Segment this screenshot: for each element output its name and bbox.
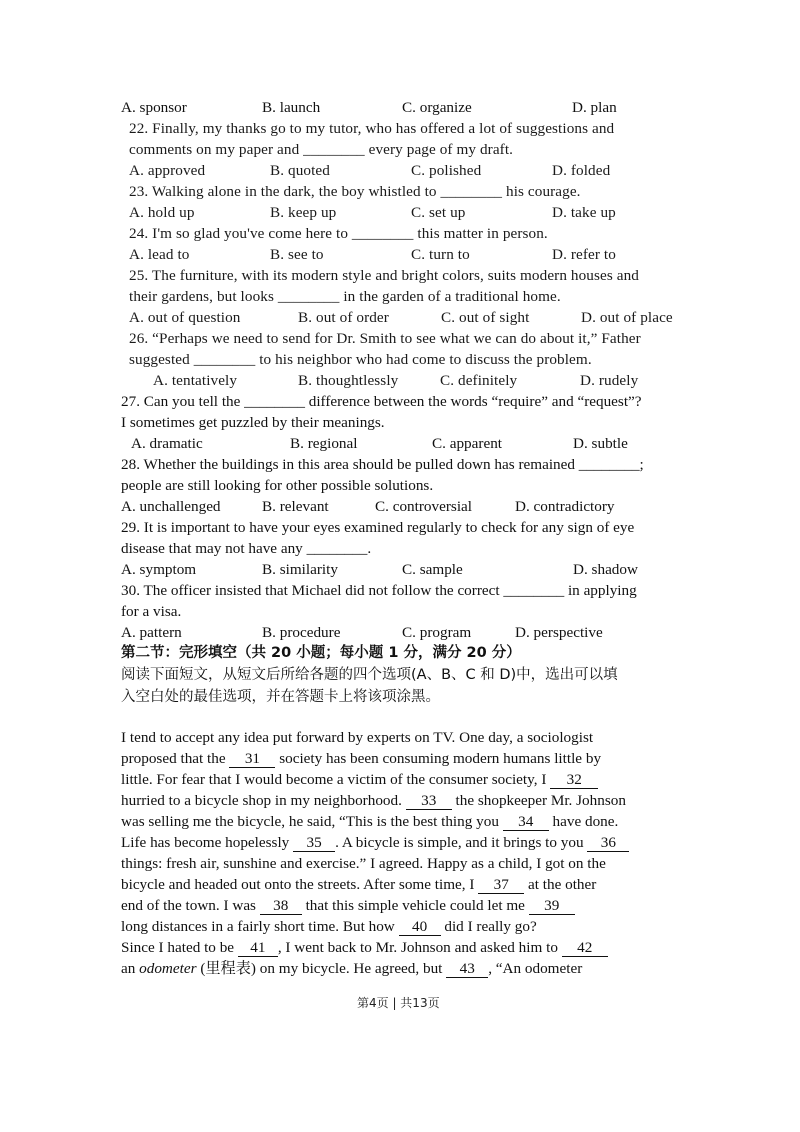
option-d: D. take up <box>552 204 616 221</box>
option-c: C. program <box>402 624 472 641</box>
page-number-footer: 第4页 | 共13页 <box>357 996 440 1010</box>
stem-text: 24. I'm so glad you've come here to <box>129 225 349 242</box>
option-c: C. turn to <box>411 246 470 263</box>
option-b: B. launch <box>262 99 321 116</box>
question-stem <box>129 223 548 244</box>
cloze-blank-38: 38 <box>260 897 302 915</box>
passage-line <box>121 874 596 895</box>
passage-line <box>121 769 598 790</box>
option-d: D. rudely <box>580 372 639 389</box>
stem-text: . <box>367 540 372 557</box>
option-a: A. out of question <box>129 309 241 326</box>
answer-blank: ________ <box>306 540 368 557</box>
option-a: A. lead to <box>129 246 190 263</box>
question-stem: 25. The furniture, with its modern style and bright colors, suits modern houses and <box>129 267 639 284</box>
cloze-blank-36: 36 <box>587 834 629 852</box>
question-stem-line2 <box>129 286 561 307</box>
passage-text: Life has become hopelessly <box>121 834 290 851</box>
question-stem <box>121 454 644 475</box>
cloze-blank-43: 43 <box>446 960 488 978</box>
option-c: C. set up <box>411 204 466 221</box>
passage-line <box>121 958 582 979</box>
section-title: 第二节：完形填空（共 20 小题；每小题 1 分，满分 20 分） <box>121 645 521 661</box>
option-b: B. regional <box>290 435 358 452</box>
option-c: C. sample <box>402 561 463 578</box>
passage-text: that this simple vehicle could let me <box>305 897 525 914</box>
option-a: A. dramatic <box>131 435 203 452</box>
cloze-blank-35: 35 <box>293 834 335 852</box>
passage-text: proposed that the <box>121 750 226 767</box>
option-b: B. out of order <box>298 309 389 326</box>
option-b: B. thoughtlessly <box>298 372 399 389</box>
question-stem: 22. Finally, my thanks go to my tutor, who has offered a lot of suggestions and <box>129 120 615 137</box>
option-c: C. out of sight <box>441 309 530 326</box>
passage-text: (里程表) on my bicycle. He agreed, but <box>200 960 443 977</box>
passage-text: . A bicycle is simple, and it brings to you <box>335 834 584 851</box>
option-c: C. polished <box>411 162 482 179</box>
passage-line <box>121 937 608 958</box>
question-stem-line2 <box>121 538 371 559</box>
option-a: A. hold up <box>129 204 195 221</box>
stem-text: every page of my draft. <box>368 141 514 158</box>
stem-text: to his neighbor who had come to discuss the problem. <box>259 351 592 368</box>
answer-blank: ________ <box>440 183 503 200</box>
passage-line <box>121 916 537 937</box>
passage-line <box>121 748 601 769</box>
stem-text: suggested <box>129 351 190 368</box>
answer-blank: ________ <box>503 582 565 599</box>
passage-text: an <box>121 960 136 977</box>
passage-text: end of the town. I was <box>121 897 256 914</box>
option-d: D. folded <box>552 162 611 179</box>
section-instructions: 阅读下面短文，从短文后所给各题的四个选项(A、B、C 和 D)中，选出可以填 <box>121 667 618 683</box>
stem-text: 30. The officer insisted that Michael did not follow the correct <box>121 582 500 599</box>
cloze-blank-42: 42 <box>562 939 608 957</box>
option-a: A. unchallenged <box>121 498 221 515</box>
passage-text: society has been consuming modern humans little by <box>279 750 602 767</box>
question-stem: 26. “Perhaps we need to send for Dr. Smith to see what we can do about it,” Father <box>129 330 641 347</box>
passage-italic-term: odometer <box>139 960 197 977</box>
stem-text: 27. Can you tell the <box>121 393 241 410</box>
cloze-blank-37: 37 <box>478 876 524 894</box>
passage-line <box>121 811 618 832</box>
option-a: A. tentatively <box>153 372 238 389</box>
passage-line <box>121 832 629 853</box>
option-b: B. relevant <box>262 498 329 515</box>
question-stem-line2: people are still looking for other possible solutions. <box>121 477 434 494</box>
option-c: C. organize <box>402 99 472 116</box>
passage-line <box>121 895 575 916</box>
stem-text: his courage. <box>506 183 581 200</box>
question-stem <box>121 391 642 412</box>
cloze-blank-32: 32 <box>550 771 598 789</box>
option-d: D. perspective <box>515 624 603 641</box>
option-b: B. see to <box>270 246 324 263</box>
passage-text: bicycle and headed out onto the streets. After some time, I <box>121 876 475 893</box>
option-d: D. plan <box>572 99 617 116</box>
cloze-blank-34: 34 <box>503 813 549 831</box>
option-c: C. controversial <box>375 498 473 515</box>
option-a: A. sponsor <box>121 99 187 116</box>
option-c: C. apparent <box>432 435 503 452</box>
cloze-blank-31: 31 <box>229 750 275 768</box>
passage-line <box>121 790 626 811</box>
option-b: B. procedure <box>262 624 341 641</box>
question-stem-line2 <box>129 349 592 370</box>
stem-text: disease that may not have any <box>121 540 303 557</box>
stem-text: difference between the words “require” and “request”? <box>308 393 642 410</box>
passage-text: long distances in a fairly short time. But how <box>121 918 395 935</box>
passage-line: I tend to accept any idea put forward by experts on TV. One day, a sociologist <box>121 729 594 746</box>
passage-text: , “An odometer <box>488 960 583 977</box>
stem-text: in applying <box>567 582 637 599</box>
answer-blank: ________ <box>277 288 340 305</box>
question-stem-line2: I sometimes get puzzled by their meanings. <box>121 414 385 431</box>
option-b: B. similarity <box>262 561 338 578</box>
option-d: D. out of place <box>581 309 673 326</box>
option-b: B. keep up <box>270 204 337 221</box>
option-c: C. definitely <box>440 372 518 389</box>
option-a: A. pattern <box>121 624 182 641</box>
question-stem: 29. It is important to have your eyes examined regularly to check for any sign of eye <box>121 519 635 536</box>
stem-text: comments on my paper and <box>129 141 300 158</box>
passage-text: hurried to a bicycle shop in my neighborhood. <box>121 792 402 809</box>
passage-text: have done. <box>552 813 619 830</box>
stem-text: in the garden of a traditional home. <box>343 288 561 305</box>
option-d: D. shadow <box>573 561 638 578</box>
passage-text: , I went back to Mr. Johnson and asked him to <box>277 939 558 956</box>
answer-blank: ________ <box>303 141 365 158</box>
passage-line: things: fresh air, sunshine and exercise.” I agreed. Happy as a child, I got on the <box>121 855 606 872</box>
option-d: D. refer to <box>552 246 616 263</box>
answer-blank: ________ <box>351 225 414 242</box>
option-a: A. approved <box>129 162 206 179</box>
answer-blank: ________ <box>244 393 305 410</box>
passage-text: did I really go? <box>444 918 537 935</box>
section-instructions-line2: 入空白处的最佳选项，并在答题卡上将该项涂黑。 <box>121 689 440 705</box>
answer-blank: ________ <box>578 456 640 473</box>
question-stem-line2 <box>129 139 513 160</box>
passage-text: at the other <box>528 876 597 893</box>
option-a: A. symptom <box>121 561 197 578</box>
stem-text: 28. Whether the buildings in this area should be pulled down has remained <box>121 456 575 473</box>
option-d: D. contradictory <box>515 498 615 515</box>
stem-text: ; <box>639 456 644 473</box>
question-stem-line2: for a visa. <box>121 603 182 620</box>
stem-text: their gardens, but looks <box>129 288 274 305</box>
passage-text: Since I hated to be <box>121 939 235 956</box>
cloze-blank-39: 39 <box>529 897 575 915</box>
passage-text: little. For fear that I would become a victim of the consumer society, I <box>121 771 547 788</box>
cloze-blank-40: 40 <box>399 918 441 936</box>
passage-text: was selling me the bicycle, he said, “This is the best thing you <box>121 813 499 830</box>
option-b: B. quoted <box>270 162 330 179</box>
question-stem <box>121 580 637 601</box>
cloze-blank-33: 33 <box>406 792 452 810</box>
passage-text: the shopkeeper Mr. Johnson <box>455 792 626 809</box>
cloze-blank-41: 41 <box>238 939 278 957</box>
stem-text: 23. Walking alone in the dark, the boy whistled to <box>129 183 437 200</box>
option-d: D. subtle <box>573 435 628 452</box>
answer-blank: ________ <box>193 351 256 368</box>
question-stem <box>129 181 581 202</box>
stem-text: this matter in person. <box>417 225 548 242</box>
